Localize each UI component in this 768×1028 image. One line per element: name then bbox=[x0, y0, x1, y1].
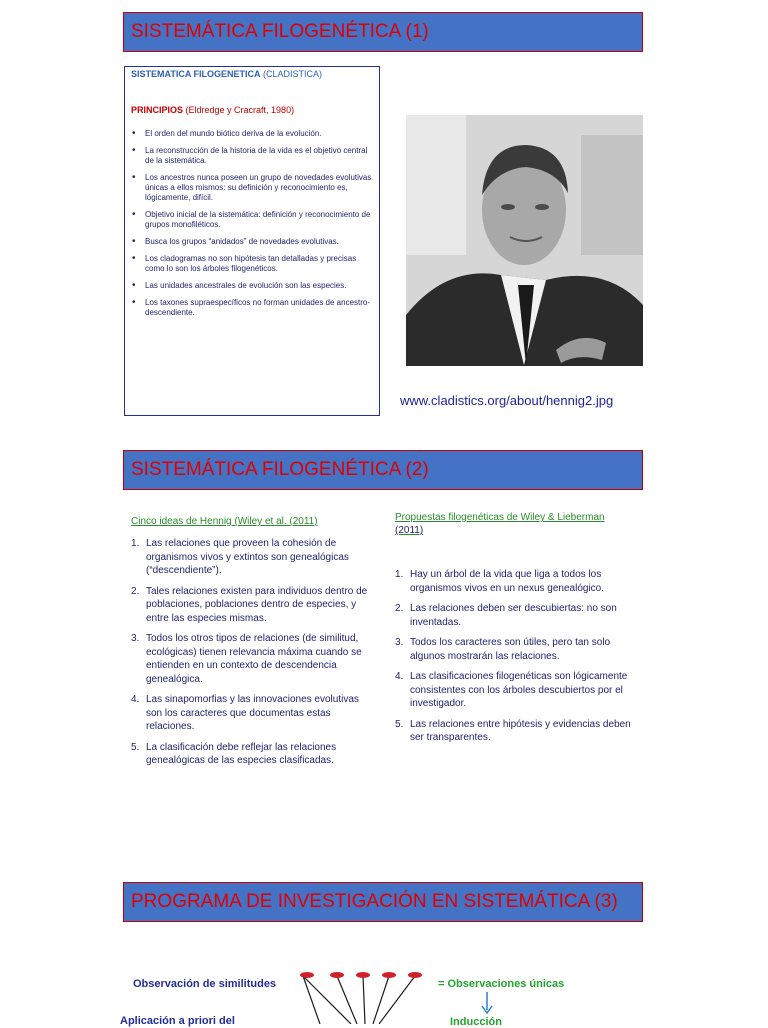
item-text: Las relaciones entre hipótesis y evidencias deben ser transparentes. bbox=[410, 718, 631, 743]
slide2-title: SISTEMÁTICA FILOGENÉTICA (2) bbox=[131, 459, 429, 480]
list-item: • Las unidades ancestrales de evolución son las especies. bbox=[131, 281, 373, 291]
item-number: 4. bbox=[131, 694, 140, 705]
list-item: • Los ancestros nunca poseen un grupo de novedades evolutivas únicas a ellos mismos: su definición y reconocimiento es, lógicamente, difícil. bbox=[131, 173, 373, 203]
unique-observations-label: = Observaciones únicas bbox=[438, 978, 565, 990]
wiley-proposals-heading bbox=[395, 511, 605, 537]
induction-label: Inducción bbox=[450, 1016, 502, 1028]
item-text: Las sinapomorfias y las innovaciones evolutivas son los caracteres que documentas estas relaciones. bbox=[146, 694, 359, 732]
list-item bbox=[131, 741, 371, 768]
list-item bbox=[131, 537, 371, 578]
list-item bbox=[131, 632, 371, 686]
slide2-title-banner bbox=[123, 450, 643, 490]
observation-dot bbox=[330, 972, 344, 978]
list-item bbox=[395, 718, 635, 745]
list-item: • Busca los grupos “anidados” de novedades evolutivas. bbox=[131, 237, 373, 247]
list-item bbox=[395, 568, 635, 595]
item-number: 3. bbox=[131, 633, 140, 644]
item-number: 4. bbox=[395, 671, 404, 682]
research-program-diagram bbox=[115, 966, 635, 1028]
list-item bbox=[395, 670, 635, 711]
observation-dot bbox=[382, 972, 396, 978]
list-item: • La reconstrucción de la historia de la vida es el objetivo central de la sistemática. bbox=[131, 146, 373, 166]
list-item bbox=[395, 636, 635, 663]
hennig-portrait-photo bbox=[406, 115, 643, 366]
observation-dot bbox=[300, 972, 314, 978]
box-heading-main: SISTEMATICA FILOGENETICA bbox=[131, 69, 261, 79]
item-text: Las relaciones que proveen la cohesión de organismos vivos y extintos son genealógicas (“descendiente”). bbox=[146, 538, 349, 576]
wiley-proposals-list bbox=[395, 568, 635, 752]
hennig-ideas-list bbox=[131, 537, 371, 775]
item-text: La clasificación debe reflejar las relaciones genealógicas de las especies clasificadas. bbox=[146, 741, 337, 766]
portrait-illustration bbox=[406, 115, 643, 366]
item-number: 2. bbox=[131, 585, 140, 597]
hennig-ideas-heading: Cinco ideas de Hennig (Wiley et al. (2011) bbox=[131, 516, 318, 527]
item-number: 1. bbox=[395, 569, 404, 580]
diagram-lines bbox=[115, 966, 635, 1024]
down-arrow-icon bbox=[482, 992, 492, 1013]
wiley-heading-part2: Lieberman bbox=[557, 512, 605, 523]
item-text: Tales relaciones existen para individuos dentro de poblaciones, poblaciones dentro de especies, y entre las especies mismas. bbox=[146, 585, 368, 624]
wiley-heading-part1: Propuestas filogenéticas de Wiley & bbox=[395, 512, 558, 523]
converging-lines bbox=[303, 976, 415, 1024]
slide1-title-banner bbox=[123, 12, 643, 52]
list-item: • Los cladogramas no son hipótesis tan detalladas y precisas como lo son los árboles filogenéticos. bbox=[131, 254, 373, 274]
observation-label: Observación de similitudes bbox=[133, 978, 277, 990]
item-number: 1. bbox=[131, 538, 140, 549]
item-text: Todos los caracteres son útiles, pero tan solo algunos mostrarán las relaciones. bbox=[410, 637, 611, 662]
principios-ref: (Eldredge y Cracraft, 1980) bbox=[183, 105, 295, 115]
list-item bbox=[131, 693, 371, 734]
item-text: Las relaciones deben ser descubiertas: no son inventadas. bbox=[410, 603, 617, 628]
item-number: 5. bbox=[131, 741, 140, 753]
principios-box bbox=[124, 66, 380, 416]
slide3-title-banner bbox=[123, 882, 643, 922]
list-item: • El orden del mundo biótico deriva de la evolución. bbox=[131, 129, 373, 139]
principios-heading bbox=[131, 105, 373, 115]
a-priori-label: Aplicación a priori del bbox=[120, 1015, 235, 1027]
list-item bbox=[395, 602, 635, 629]
box-heading-paren: (CLADISTICA) bbox=[260, 69, 323, 79]
list-item: • Los taxones supraespecíficos no forman unidades de ancestro-descendiente. bbox=[131, 298, 373, 318]
photo-source-url: www.cladistics.org/about/hennig2.jpg bbox=[400, 393, 614, 408]
item-number: 2. bbox=[395, 603, 404, 614]
item-text: Hay un árbol de la vida que liga a todos los organismos vivos en un nexus genealógico. bbox=[410, 569, 605, 594]
item-number: 5. bbox=[395, 718, 404, 730]
observation-dot bbox=[356, 972, 370, 978]
list-item bbox=[131, 585, 371, 626]
observation-dot bbox=[408, 972, 422, 978]
principios-label: PRINCIPIOS bbox=[131, 105, 184, 115]
list-item: • Objetivo inicial de la sistemática: definición y reconocimiento de grupos monofiléticos. bbox=[131, 210, 373, 230]
wiley-heading-year: (2011) bbox=[395, 525, 424, 536]
item-number: 3. bbox=[395, 637, 404, 648]
slide1-title: SISTEMÁTICA FILOGENÉTICA (1) bbox=[131, 21, 429, 42]
principios-list bbox=[131, 129, 373, 318]
item-text: Todos los otros tipos de relaciones (de similitud, ecológicas) tienen relevancia máxima cuando se entienden en un contexto de descendencia genealógica. bbox=[146, 633, 362, 685]
box-heading bbox=[131, 69, 373, 79]
observation-dots bbox=[300, 972, 422, 978]
slide3-title: PROGRAMA DE INVESTIGACIÓN EN SISTEMÁTICA (3) bbox=[131, 891, 618, 912]
item-text: Las clasificaciones filogenéticas son lógicamente consistentes con los árboles descubiertos por el investigador. bbox=[410, 671, 628, 709]
